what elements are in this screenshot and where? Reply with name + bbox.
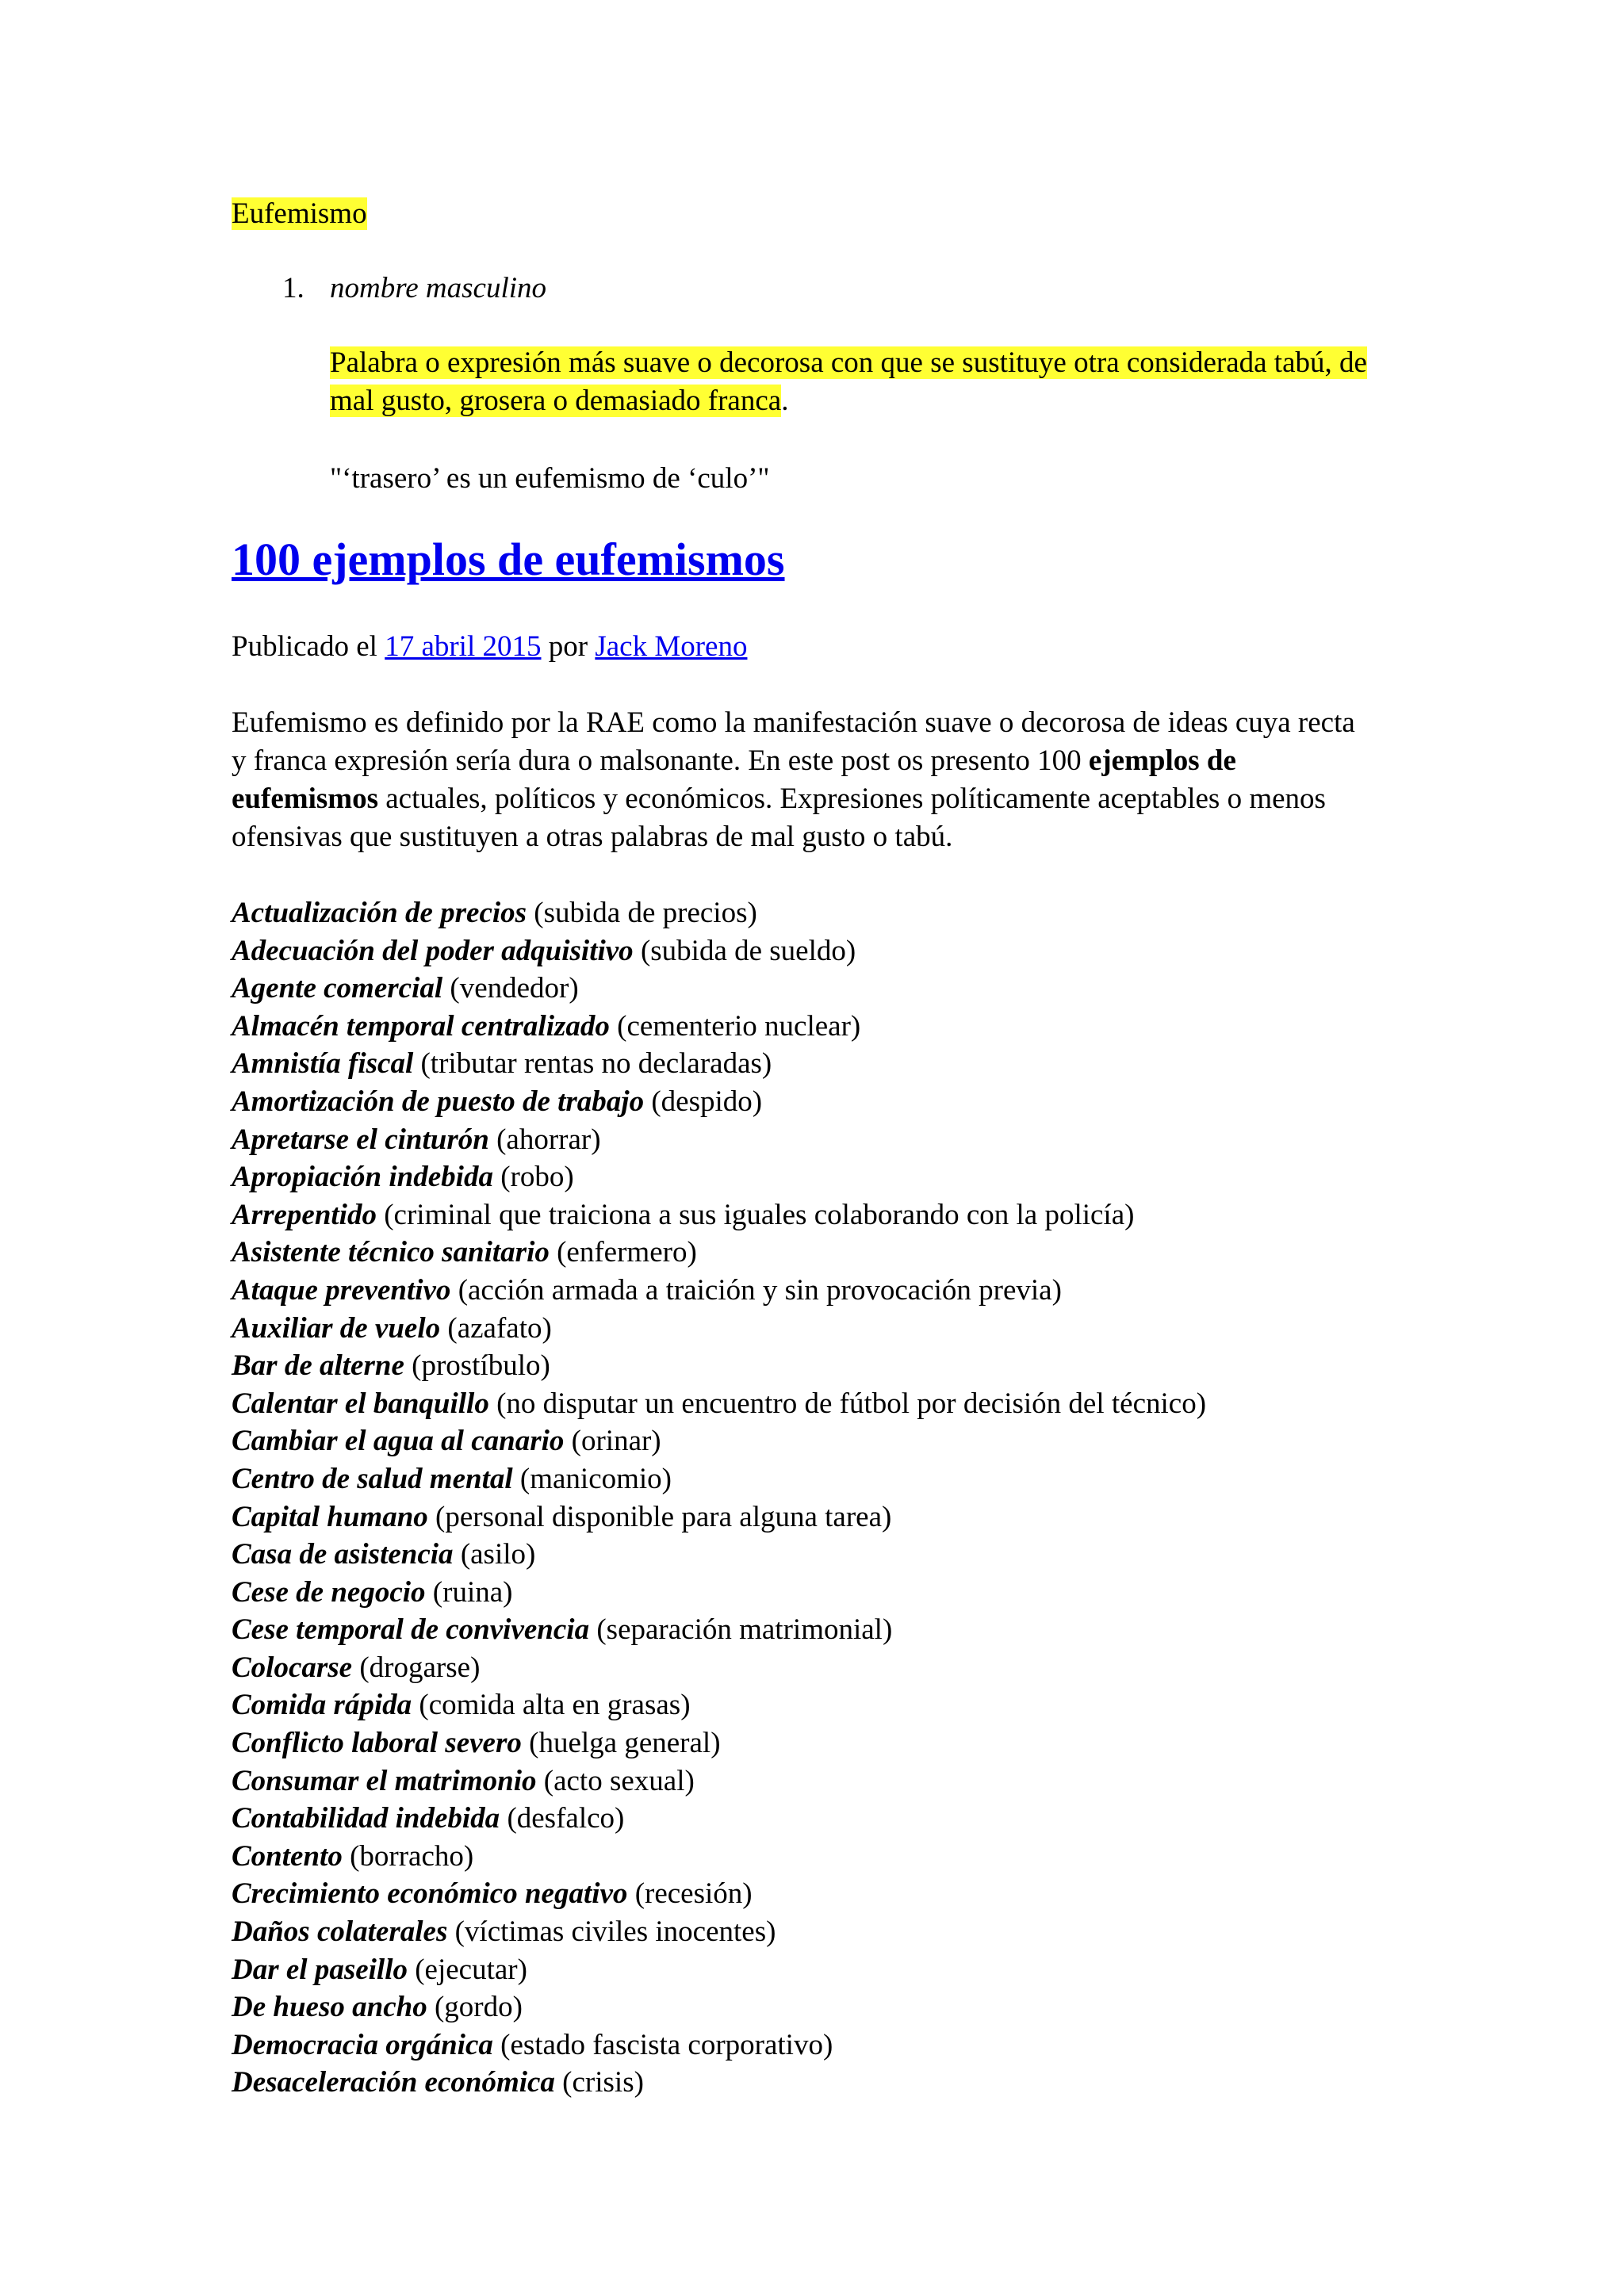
euphemism-term: Asistente técnico sanitario (232, 1236, 550, 1269)
euphemism-meaning: (acción armada a traición y sin provocación previa) (458, 1273, 1062, 1307)
list-item (232, 1498, 1206, 1536)
euphemism-meaning: (azafato) (447, 1311, 552, 1345)
euphemism-term: Actualización de precios (232, 897, 527, 929)
dictionary-example: "‘trasero’ es un eufemismo de ‘culo’" (330, 462, 770, 495)
euphemism-term: Apretarse el cinturón (232, 1123, 489, 1156)
euphemism-term: De hueso ancho (232, 1991, 427, 2024)
euphemism-term: Bar de alterne (232, 1349, 404, 1383)
list-item (232, 932, 1206, 970)
euphemism-term: Casa de asistencia (232, 1538, 454, 1571)
list-item (232, 1385, 1206, 1423)
list-item (232, 1724, 1206, 1762)
list-item (232, 1310, 1206, 1348)
euphemism-meaning: (borracho) (350, 1839, 474, 1873)
euphemism-meaning: (subida de sueldo) (640, 934, 856, 967)
euphemism-meaning: (desfalco) (507, 1802, 625, 1835)
published-label: Publicado el (232, 630, 377, 663)
list-item (232, 1083, 1206, 1121)
part-of-speech: nombre masculino (330, 272, 547, 304)
list-item (232, 1800, 1206, 1838)
euphemism-term: Contento (232, 1839, 343, 1873)
euphemism-term: Daños colaterales (232, 1915, 448, 1949)
list-item (232, 1649, 1206, 1687)
list-item (232, 2026, 1206, 2064)
list-item (232, 1686, 1206, 1724)
sense-number: 1. (282, 272, 304, 304)
euphemism-term: Democracia orgánica (232, 2028, 493, 2061)
euphemism-term: Cambiar el agua al canario (232, 1425, 565, 1458)
euphemism-meaning: (tributar rentas no declaradas) (420, 1047, 772, 1081)
list-item (232, 1611, 1206, 1649)
definition-text: Palabra o expresión más suave o decorosa con que se sustituye otra considerada tabú, de mal gusto, grosera o demasiado franca (330, 346, 1367, 417)
dictionary-sense (282, 270, 546, 307)
euphemism-term: Cese temporal de convivencia (232, 1613, 590, 1647)
euphemism-term: Dar el paseillo (232, 1953, 408, 1986)
euphemism-term: Arrepentido (232, 1198, 377, 1231)
intro-text-1: Eufemismo es definido por la RAE como la manifestación suave o decorosa de ideas cuya recta y franca expresión sería dura o malsonante. En este post os presento 100 (232, 706, 1355, 777)
euphemism-meaning: (víctimas civiles inocentes) (454, 1915, 776, 1949)
list-item (232, 1875, 1206, 1913)
author-link[interactable]: Jack Moreno (595, 630, 748, 663)
definition-end: . (781, 385, 789, 417)
headword-text: Eufemismo (232, 197, 367, 230)
euphemism-meaning: (separación matrimonial) (596, 1613, 893, 1647)
list-item (232, 1272, 1206, 1310)
euphemism-term: Comida rápida (232, 1689, 412, 1722)
euphemism-term: Amnistía fiscal (232, 1047, 414, 1081)
by-label: por (548, 630, 588, 663)
euphemism-term: Cese de negocio (232, 1575, 426, 1609)
euphemism-meaning: (despido) (651, 1085, 763, 1118)
list-item (232, 970, 1206, 1008)
article-title-link[interactable]: 100 ejemplos de eufemismos (232, 534, 785, 585)
euphemism-term: Calentar el banquillo (232, 1387, 489, 1420)
list-item (232, 1838, 1206, 1876)
euphemism-meaning: (personal disponible para alguna tarea) (435, 1500, 892, 1533)
euphemism-term: Centro de salud mental (232, 1462, 513, 1495)
list-item (232, 2064, 1206, 2102)
euphemism-term: Crecimiento económico negativo (232, 1877, 628, 1911)
list-item (232, 1988, 1206, 2026)
byline (232, 628, 747, 665)
euphemism-meaning: (comida alta en grasas) (419, 1689, 691, 1722)
intro-text-2: actuales, políticos y económicos. Expresiones políticamente aceptables o menos ofensivas que sustituyen a otras palabras de mal gusto o tabú. (232, 783, 1326, 853)
list-item (232, 1008, 1206, 1046)
euphemism-term: Amortización de puesto de trabajo (232, 1085, 645, 1118)
list-item (232, 1574, 1206, 1612)
euphemism-list (232, 894, 1206, 2102)
list-item (232, 894, 1206, 932)
euphemism-meaning: (ahorrar) (496, 1123, 601, 1156)
euphemism-meaning: (robo) (500, 1161, 574, 1194)
euphemism-term: Consumar el matrimonio (232, 1764, 537, 1797)
euphemism-term: Auxiliar de vuelo (232, 1311, 441, 1345)
euphemism-term: Capital humano (232, 1500, 428, 1533)
euphemism-meaning: (gordo) (434, 1991, 523, 2024)
euphemism-meaning: (orinar) (571, 1425, 661, 1458)
euphemism-meaning: (no disputar un encuentro de fútbol por decisión del técnico) (496, 1387, 1207, 1420)
euphemism-meaning: (prostíbulo) (412, 1349, 550, 1383)
dictionary-definition (330, 344, 1392, 420)
list-item (232, 1347, 1206, 1385)
intro-bold: ejemplos de eufemismos (232, 744, 1236, 815)
euphemism-meaning: (huelga general) (529, 1727, 721, 1760)
list-item (232, 1234, 1206, 1272)
euphemism-term: Agente comercial (232, 972, 443, 1005)
euphemism-term: Adecuación del poder adquisitivo (232, 934, 634, 967)
list-item (232, 1536, 1206, 1574)
list-item (232, 1045, 1206, 1083)
euphemism-term: Apropiación indebida (232, 1161, 493, 1194)
list-item (232, 1951, 1206, 1989)
euphemism-meaning: (enfermero) (557, 1236, 697, 1269)
list-item (232, 1121, 1206, 1159)
euphemism-meaning: (ejecutar) (415, 1953, 527, 1986)
euphemism-meaning: (criminal que traiciona a sus iguales colaborando con la policía) (384, 1198, 1135, 1231)
euphemism-term: Almacén temporal centralizado (232, 1009, 610, 1043)
list-item (232, 1158, 1206, 1196)
euphemism-meaning: (estado fascista corporativo) (500, 2028, 833, 2061)
euphemism-meaning: (drogarse) (359, 1651, 481, 1684)
euphemism-meaning: (cementerio nuclear) (617, 1009, 861, 1043)
euphemism-meaning: (crisis) (562, 2066, 644, 2099)
euphemism-meaning: (vendedor) (450, 972, 579, 1005)
date-link[interactable]: 17 abril 2015 (385, 630, 542, 663)
dictionary-headword (232, 195, 367, 232)
list-item (232, 1762, 1206, 1800)
euphemism-term: Conflicto laboral severo (232, 1727, 522, 1760)
list-item (232, 1422, 1206, 1460)
euphemism-meaning: (ruina) (432, 1575, 513, 1609)
euphemism-meaning: (subida de precios) (534, 897, 757, 929)
euphemism-meaning: (recesión) (634, 1877, 753, 1911)
intro-paragraph (232, 704, 1373, 856)
euphemism-term: Contabilidad indebida (232, 1802, 500, 1835)
euphemism-meaning: (manicomio) (519, 1462, 672, 1495)
list-item (232, 1196, 1206, 1234)
euphemism-term: Ataque preventivo (232, 1273, 451, 1307)
euphemism-term: Colocarse (232, 1651, 353, 1684)
list-item (232, 1913, 1206, 1951)
euphemism-term: Desaceleración económica (232, 2066, 555, 2099)
list-item (232, 1460, 1206, 1498)
euphemism-meaning: (acto sexual) (543, 1764, 695, 1797)
euphemism-meaning: (asilo) (460, 1538, 536, 1571)
